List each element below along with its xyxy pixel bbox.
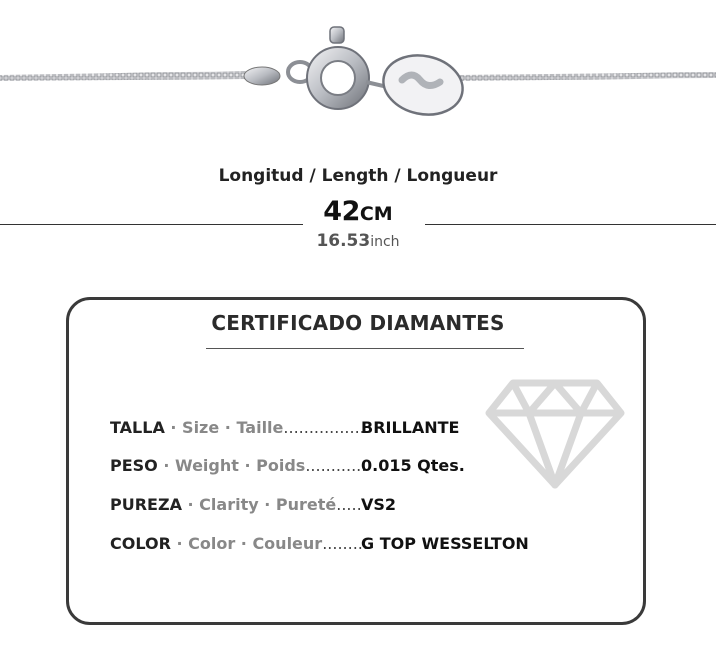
row-key: PESO bbox=[110, 456, 158, 475]
row-alt-en: Color bbox=[188, 534, 236, 553]
row-alt-fr: Taille bbox=[236, 418, 284, 437]
row-key: PUREZA bbox=[110, 495, 182, 514]
row-value: BRILLANTE bbox=[361, 418, 460, 437]
row-alt-fr: Pureté bbox=[275, 495, 337, 514]
row-alt-fr: Couleur bbox=[252, 534, 323, 553]
length-inch-number: 16.53 bbox=[316, 231, 371, 251]
length-cm-unit: CM bbox=[359, 203, 393, 225]
cert-row-clarity: PUREZA · Clarity · Pureté..... VS2 bbox=[110, 495, 397, 514]
row-alt-en: Size bbox=[182, 418, 220, 437]
length-value bbox=[0, 196, 716, 227]
row-key: COLOR bbox=[110, 534, 171, 553]
row-alt-fr: Poids bbox=[256, 456, 306, 475]
row-value: 0.015 Qtes. bbox=[361, 456, 465, 475]
cert-row-weight: PESO · Weight · Poids............ 0.015 Qtes. bbox=[110, 456, 465, 475]
chain-clasp-image bbox=[0, 0, 716, 150]
length-title: Longitud / Length / Longueur bbox=[218, 166, 498, 186]
row-alt-en: Weight bbox=[175, 456, 239, 475]
certificate-title-underline bbox=[206, 348, 524, 349]
row-key: TALLA bbox=[110, 418, 165, 437]
length-cm-number: 42 bbox=[323, 196, 360, 227]
row-dots: ......... bbox=[322, 534, 368, 553]
row-dots: ................ bbox=[283, 418, 365, 437]
chain-right bbox=[460, 72, 716, 81]
row-value: G TOP WESSELTON bbox=[361, 534, 529, 553]
cert-row-size: TALLA · Size · Taille................ BRILLANTE bbox=[110, 418, 460, 437]
row-dots: ............ bbox=[305, 456, 367, 475]
end-cap bbox=[244, 67, 280, 85]
chain-left bbox=[0, 71, 246, 81]
cert-row-color: COLOR · Color · Couleur......... G TOP WESSELTON bbox=[110, 534, 529, 553]
row-dots: ..... bbox=[336, 495, 362, 514]
length-inch-unit: inch bbox=[370, 234, 400, 250]
row-value: VS2 bbox=[361, 495, 397, 514]
diamond-icon bbox=[485, 377, 625, 489]
certificate-title: CERTIFICADO DIAMANTES bbox=[211, 311, 505, 335]
row-alt-en: Clarity bbox=[199, 495, 259, 514]
length-inch bbox=[0, 231, 716, 251]
